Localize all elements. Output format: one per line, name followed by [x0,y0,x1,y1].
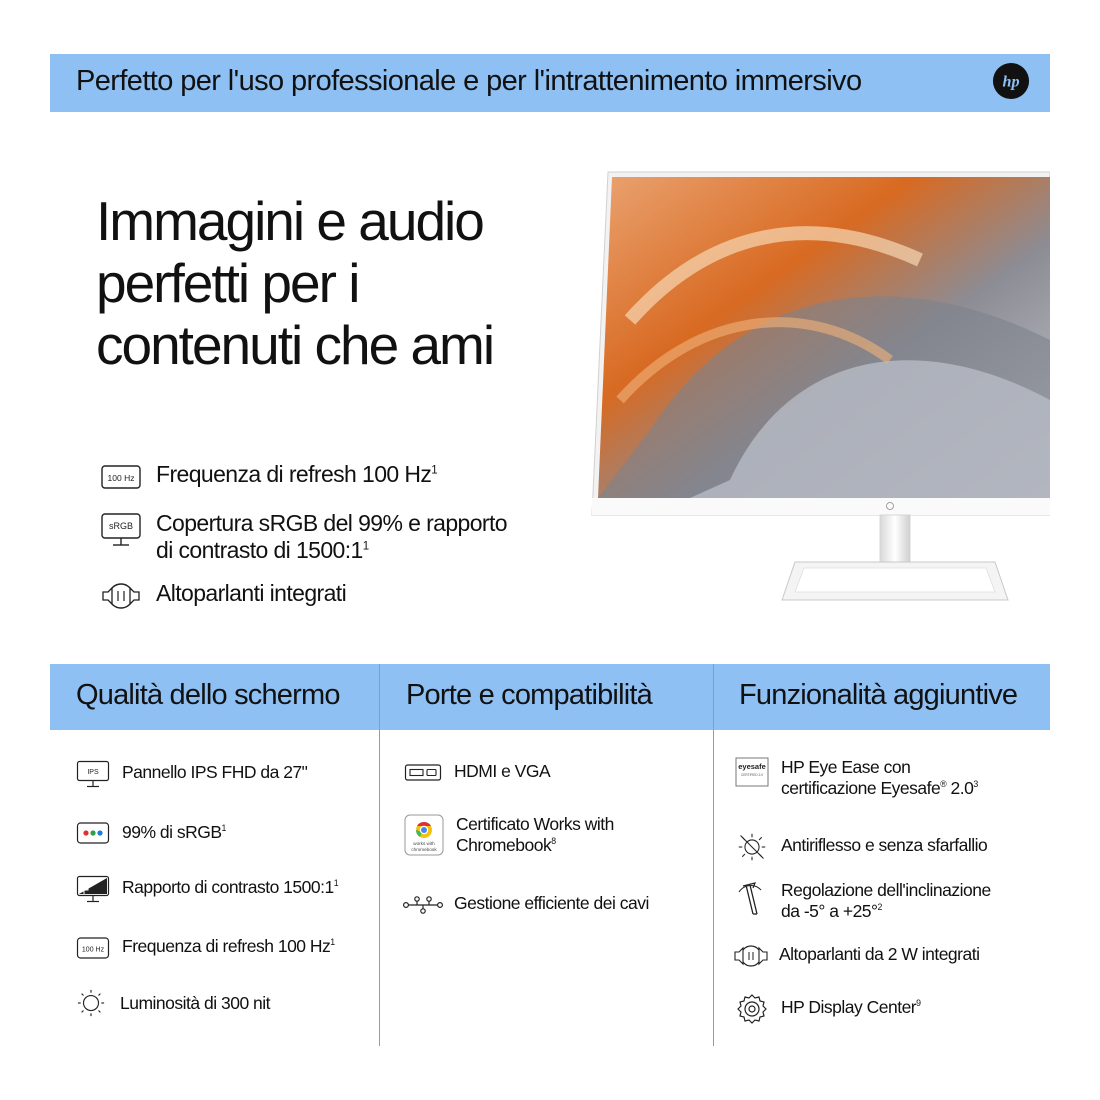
cable-management-icon [402,890,444,920]
display-center-gear-icon [735,992,769,1026]
list-item: HP Display Center$^9$ [735,992,921,1026]
list-item: Luminosità di 300 nit [74,988,270,1018]
svg-text:hp: hp [1002,73,1020,91]
highlight-srgb: sRGB Copertura sRGB del 99% e rapporto di contrasto di $1500:1^1$ [100,510,507,564]
headline-line-3: contenuti che ami [96,314,494,376]
speaker-icon [100,580,142,612]
svg-text:100 Hz: 100 Hz [107,473,135,483]
highlight-srgb-line-1: Copertura sRGB del 99% e rapporto [156,510,507,536]
list-item: 99% di sRGB$^1$ [76,818,226,848]
srgb-monitor-icon [100,510,142,550]
chromebook-badge-icon [404,814,444,856]
headline-line-1: Immagini e audio [96,190,483,252]
column-divider [713,664,714,1046]
list-item: works with chromebook Certificato Works with Chromebook$^8$ [404,814,614,856]
anti-glare-icon [735,832,769,862]
highlight-speakers [100,580,346,612]
highlight-speakers-text: Altoparlanti integrati [156,580,347,606]
headline-line-2: perfetti per i [96,252,359,314]
ips-monitor-icon [76,760,110,790]
list-item: Gestione efficiente dei cavi [402,890,649,920]
banner-title: Perfetto per l'uso professionale e per l'intrattenimento immersivo [76,65,862,97]
headline [96,190,566,376]
color-dots-icon [76,818,110,848]
highlight-srgb-line-2: di contrasto di 1500:1 [156,537,363,563]
contrast-monitor-icon [76,875,110,905]
brightness-icon [74,988,108,1018]
list-item: IPS Pannello IPS FHD da 27" [76,760,307,790]
column-header-ports: Porte e compatibilità [380,664,713,730]
list-item: Antiriflesso e senza sfarfallio [735,832,987,862]
list-item: eyesafe CERTIFIED 2.0 HP Eye Ease con certificazione Eyesafe® $2.0^3$ [735,757,978,799]
svg-text:works with: works with [413,841,435,846]
list-item: Regolazione dell'inclinazione da -5° a +25°$^2$ [735,880,991,922]
highlight-refresh-rate: 100 Hz Frequenza di refresh 100 Hz$^1$ [100,461,437,493]
svg-text:100 Hz: 100 Hz [81,946,105,954]
list-item: HDMI e VGA [404,758,550,788]
refresh-rate-icon [100,461,142,493]
tilt-icon [735,880,769,920]
list-item: Altoparlanti da 2 W integrati [733,941,979,971]
hdmi-vga-port-icon [404,758,442,788]
speaker-icon [733,941,769,971]
list-item: 100 Hz Frequenza di refresh 100 Hz$^1$ [76,934,335,964]
eyesafe-badge-icon [735,757,769,787]
column-header-display-quality: Qualità dello schermo [50,664,380,730]
refresh-rate-icon [76,934,110,964]
column-header-extra-features: Funzionalità aggiuntive [713,664,1050,730]
column-divider [379,664,380,1046]
svg-text:CERTIFIED 2.0: CERTIFIED 2.0 [740,773,764,777]
svg-text:eyesafe: eyesafe [738,762,766,771]
highlight-refresh-text: Frequenza di refresh 100 Hz [156,461,432,487]
svg-text:chromebook: chromebook [411,847,437,852]
svg-text:sRGB: sRGB [108,521,134,531]
hp-logo-icon [992,62,1030,100]
svg-text:IPS: IPS [87,769,99,776]
list-item: Rapporto di contrasto $1500:1^1$ [76,875,338,905]
monitor-image [590,170,1050,620]
top-banner [50,54,1050,112]
